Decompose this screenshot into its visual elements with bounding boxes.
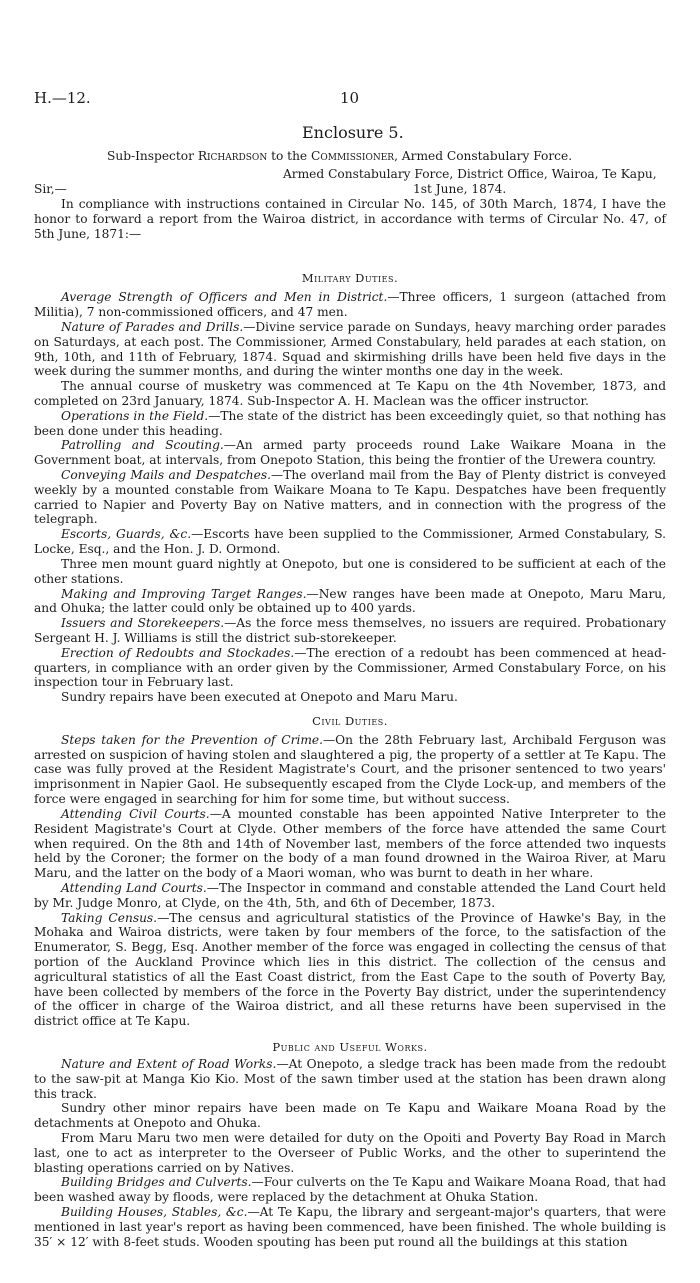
letter-date: 1st June, 1874. [413,182,507,196]
letter-address: Armed Constabulary Force, District Office, Wairoa, Te Kapu, [283,167,657,181]
salutation: Sir,— [34,182,67,196]
paragraph: The annual course of musketry was commenced at Te Kapu on the 4th November, 1873, and completed on 23rd January, 1874. Sub-Inspector A. H. Maclean was the officer instructor. [34,379,666,408]
to-suffix: , Armed Constabulary Force. [394,149,573,163]
paragraph: Building Bridges and Culverts.—Four culverts on the Te Kapu and Waikare Moana Road, that had been washed away by floods, were replaced by the detachment at Ohuka Station. [34,1175,666,1205]
from-prefix: Sub-Inspector [107,149,194,163]
intro-paragraph: In compliance with instructions contained in Circular No. 145, of 30th March, 1874, I have the honor to forward a report from the Wairoa district, in accordance with terms of Circular No. 47, of 5th June, 1871:— [34,197,666,241]
paragraph: Nature and Extent of Road Works.—At Onepoto, a sledge track has been made from the redoubt to the saw-pit at Manga Kio Kio. Most of the sawn timber used at the station has been drawn along this track. [34,1056,666,1101]
paragraph: Average Strength of Officers and Men in District.—Three officers, 1 surgeon (attached from Militia), 7 non-commissioned officers, and 47 men. [34,290,667,320]
paragraph: Steps taken for the Prevention of Crime.—On the 28th February last, Archibald Ferguson was arrested on suspicion of having stolen and slaughtered a pig, the property of a settler at Te Kapu. The case was fully proved at the Resident Magistrate's Court, and the prisoner sentenced to two years' imprisonment in Napier Gaol. He subsequently escaped from the Clyde Lock-up, and members of the force were engaged in searching for him for some time, but without success. [34,732,666,807]
paragraph: Attending Civil Courts.—A mounted constable has been appointed Native Interpreter to the Resident Magistrate's Court at Clyde. Other members of the force have attended the same Court when required. On the 8th and 14th of November last, members of the force attended two inquests held by the Coroner; the former on the body of a man found drowned in the Wairoa River, at Maru Maru, and the latter on the body of a Maori woman, who was burnt to death in her whare. [34,806,666,881]
to-word: to the [271,149,308,163]
enclosure-title: Enclosure 5. [302,123,404,142]
paragraph: Nature of Parades and Drills.—Divine service parade on Sundays, heavy marching order parades on Saturdays, at each post. The Commissioner, Armed Constabulary, held parades at each station, on 9th, 10th, and 11th of February, 1874. Squad and skirmishing drills have been held five days in the week during the summer months, and during the winter months one day in the week. [34,319,666,379]
to-name: Commissioner [311,149,395,163]
paragraph: Attending Land Courts.—The Inspector in command and constable attended the Land Court held by Mr. Judge Monro, at Clyde, on the 4th, 5th, and 6th of December, 1873. [34,880,667,910]
section-heading-public-works: Public and Useful Works. [272,1040,428,1055]
page-number: 10 [340,89,360,107]
letter-from-to [107,149,572,164]
paragraph: Issuers and Storekeepers.—As the force mess themselves, no issuers are required. Probationary Sergeant H. J. Williams is still the district sub-storekeeper. [34,616,666,645]
paragraph: Patrolling and Scouting.—An armed party proceeds round Lake Waikare Moana in the Government boat, at intervals, from Onepoto Station, this being the frontier of the Urewera country. [34,438,666,468]
paragraph: From Maru Maru two men were detailed for duty on the Opoiti and Poverty Bay Road in March last, one to act as interpreter to the Overseer of Public Works, and the other to superintend the blasting operations carried on by Natives. [34,1130,666,1175]
paragraph: Sundry repairs have been executed at Onepoto and Maru Maru. [61,690,458,705]
paragraph: Building Houses, Stables, &c.—At Te Kapu, the library and sergeant-major's quarters, that were mentioned in last year's report as having been commenced, have been finished. The whole building is 35′ × 12′ with 8-feet studs. Wooden spouting has been put round all the buildings at this station [34,1205,666,1249]
paragraph: Conveying Mails and Despatches.—The overland mail from the Bay of Plenty district is conveyed weekly by a mounted constable from Waikare Moana to Te Kapu. Despatches have been frequently carried to Napier and Poverty Bay on Native matters, and in connection with the progress of the telegraph. [34,468,666,527]
paragraph: Operations in the Field.—The state of the district has been exceedingly quiet, so that nothing has been done under this heading. [34,408,666,438]
paragraph: Three men mount guard nightly at Onepoto, but one is considered to be sufficient at each of the other stations. [34,556,666,586]
paragraph: Escorts, Guards, &c.—Escorts have been supplied to the Commissioner, Armed Constabulary, S. Locke, Esq., and the Hon. J. D. Ormond. [34,527,666,557]
paragraph: Erection of Redoubts and Stockades.—The erection of a redoubt has been commenced at head-quarters, in compliance with an order given by the Commissioner, Armed Constabulary Force, on his inspection tour in February last. [34,645,666,690]
section-heading-military: Military Duties. [301,271,399,286]
from-name: Richardson [197,149,268,163]
document-reference: H.—12. [34,89,91,107]
paragraph: Taking Census.—The census and agricultural statistics of the Province of Hawke's Bay, in the Mohaka and Wairoa districts, were taken by four members of the force, to the satisfaction of the Enumerator, S. Begg, Esq. Another member of the force was engaged in collecting the census of that portion of the Auckland Province which lies in this district. The collection of the census and agricultural statistics of all the East Coast district, from the East Cape to the south of Poverty Bay, have been collected by members of the force in the Poverty Bay district, under the superintendency of the officer in charge of the Wairoa district, and all these returns have been supervised in the district office at Te Kapu. [34,910,667,1029]
paragraph: Making and Improving Target Ranges.—New ranges have been made at Onepoto, Maru Maru, and Ohuka; the latter could only be obtained up to 400 yards. [34,586,666,616]
report-body [34,197,666,1249]
paragraph: Sundry other minor repairs have been made on Te Kapu and Waikare Moana Road by the detachments at Onepoto and Ohuka. [34,1101,666,1131]
section-heading-civil: Civil Duties. [312,714,388,728]
